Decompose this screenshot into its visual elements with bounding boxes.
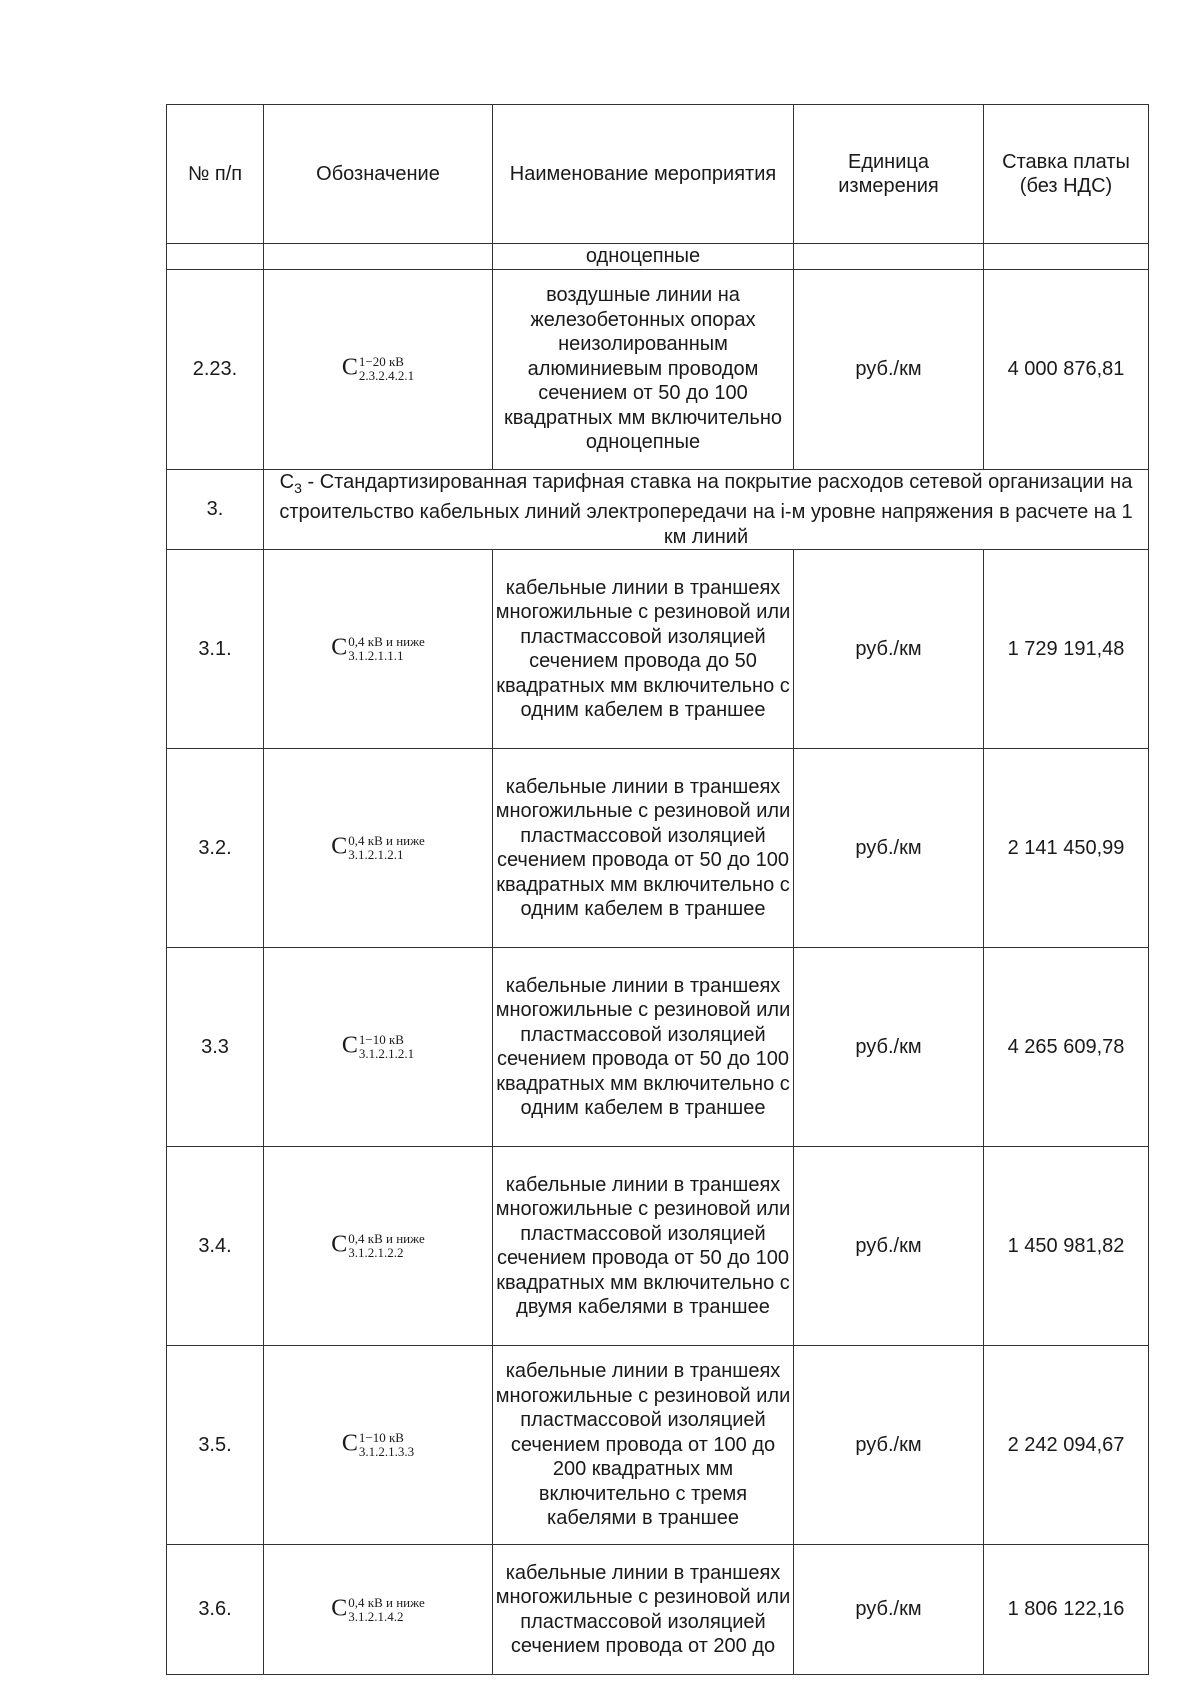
rate-symbol [331, 1232, 424, 1260]
continuation-unit-cell [794, 244, 984, 270]
symbol-base: C [341, 1430, 358, 1457]
symbol-base: C [331, 1595, 348, 1622]
table-row [167, 269, 1149, 469]
header-rate: Ставка платы (без НДС) [984, 105, 1149, 244]
row-name: кабельные линии в траншеях многожильные с резиновой или пластмассовой изоляцией сечением провода от 100 до 200 квадратных мм включительно с тремя кабелями в траншее [493, 1346, 794, 1545]
row-rate: 2 242 094,67 [984, 1346, 1149, 1545]
row-designation [264, 1346, 493, 1545]
rate-symbol [342, 1431, 414, 1459]
row-designation [264, 749, 493, 948]
header-designation: Обозначение [264, 105, 493, 244]
symbol-superscript: 1−10 кВ [358, 1032, 404, 1047]
row-num: 3.5. [167, 1346, 264, 1545]
symbol-base: C [341, 354, 358, 381]
section-row [167, 469, 1149, 550]
rate-symbol [331, 1596, 424, 1624]
row-num: 2.23. [167, 269, 264, 469]
row-name: кабельные линии в траншеях многожильные с резиновой или пластмассовой изоляцией сечением провода до 50 квадратных мм включительно с одним кабелем в траншее [493, 550, 794, 749]
row-unit: руб./км [794, 1346, 984, 1545]
table-row [167, 1147, 1149, 1346]
table-row [167, 749, 1149, 948]
continuation-num-cell [167, 244, 264, 270]
section-num: 3. [167, 469, 264, 550]
header-name: Наименование мероприятия [493, 105, 794, 244]
symbol-subscript: 3.1.2.1.3.3 [358, 1444, 415, 1459]
symbol-base: C [331, 634, 348, 661]
row-rate: 1 729 191,48 [984, 550, 1149, 749]
rate-symbol [331, 635, 424, 663]
table-row [167, 948, 1149, 1147]
row-name: воздушные линии на железобетонных опорах неизолированным алюминиевым проводом сечением от 50 до 100 квадратных мм включительно одноцепные [493, 269, 794, 469]
continuation-rate-cell [984, 244, 1149, 270]
row-num: 3.2. [167, 749, 264, 948]
symbol-subscript: 3.1.2.1.2.1 [348, 847, 404, 862]
symbol-superscript: 1−10 кВ [358, 1430, 404, 1445]
rate-symbol [342, 1033, 414, 1061]
row-unit: руб./км [794, 269, 984, 469]
rate-symbol [342, 355, 414, 383]
continuation-row [167, 244, 1149, 270]
row-rate: 2 141 450,99 [984, 749, 1149, 948]
table-row [167, 550, 1149, 749]
section-text: - Стандартизированная тарифная ставка на покрытие расходов сетевой организации на строительство кабельных линий электропередачи на i-м уровне напряжения в расчете на 1 км линий [279, 470, 1133, 548]
row-num: 3.4. [167, 1147, 264, 1346]
symbol-superscript: 0,4 кВ и ниже [348, 634, 425, 649]
table-header-row [167, 105, 1149, 244]
header-unit: Единица измерения [794, 105, 984, 244]
row-designation [264, 550, 493, 749]
symbol-base: C [331, 1231, 348, 1258]
row-rate: 1 806 122,16 [984, 1545, 1149, 1675]
symbol-base: C [331, 833, 348, 860]
section-symbol-subscript: 3 [294, 479, 302, 496]
row-unit: руб./км [794, 948, 984, 1147]
row-rate: 4 000 876,81 [984, 269, 1149, 469]
symbol-subscript: 3.1.2.1.2.1 [358, 1046, 415, 1061]
symbol-subscript: 3.1.2.1.2.2 [348, 1245, 404, 1260]
header-num: № п/п [167, 105, 264, 244]
section-description [264, 469, 1149, 550]
symbol-superscript: 0,4 кВ и ниже [348, 1594, 425, 1610]
table-row [167, 1545, 1149, 1675]
row-num: 3.3 [167, 948, 264, 1147]
row-num: 3.6. [167, 1545, 264, 1675]
symbol-superscript: 0,4 кВ и ниже [348, 833, 425, 848]
row-designation [264, 1147, 493, 1346]
row-name: кабельные линии в траншеях многожильные с резиновой или пластмассовой изоляцией сечением провода от 50 до 100 квадратных мм включительно с двумя кабелями в траншее [493, 1147, 794, 1346]
row-name: кабельные линии в траншеях многожильные с резиновой или пластмассовой изоляцией сечением провода от 50 до 100 квадратных мм включительно с одним кабелем в траншее [493, 749, 794, 948]
table-row [167, 1346, 1149, 1545]
row-designation [264, 1545, 493, 1675]
row-name: кабельные линии в траншеях многожильные с резиновой или пластмассовой изоляцией сечением провода от 200 до [493, 1545, 794, 1675]
symbol-superscript: 0,4 кВ и ниже [348, 1231, 425, 1246]
row-num: 3.1. [167, 550, 264, 749]
row-rate: 4 265 609,78 [984, 948, 1149, 1147]
continuation-designation-cell [264, 244, 493, 270]
symbol-subscript: 2.3.2.4.2.1 [358, 368, 415, 383]
row-rate: 1 450 981,82 [984, 1147, 1149, 1346]
row-unit: руб./км [794, 749, 984, 948]
rate-symbol [331, 834, 424, 862]
row-unit: руб./км [794, 550, 984, 749]
row-unit: руб./км [794, 1545, 984, 1675]
symbol-superscript: 1−20 кВ [358, 354, 404, 369]
row-name: кабельные линии в траншеях многожильные с резиновой или пластмассовой изоляцией сечением провода от 50 до 100 квадратных мм включительно с одним кабелем в траншее [493, 948, 794, 1147]
symbol-subscript: 3.1.2.1.4.2 [348, 1608, 404, 1624]
section-symbol-base: С [279, 470, 295, 493]
tariff-table [166, 104, 1149, 1675]
row-designation [264, 948, 493, 1147]
continuation-text: одноцепные [493, 244, 794, 270]
row-unit: руб./км [794, 1147, 984, 1346]
row-designation [264, 269, 493, 469]
symbol-subscript: 3.1.2.1.1.1 [348, 648, 404, 663]
symbol-base: C [341, 1032, 358, 1059]
